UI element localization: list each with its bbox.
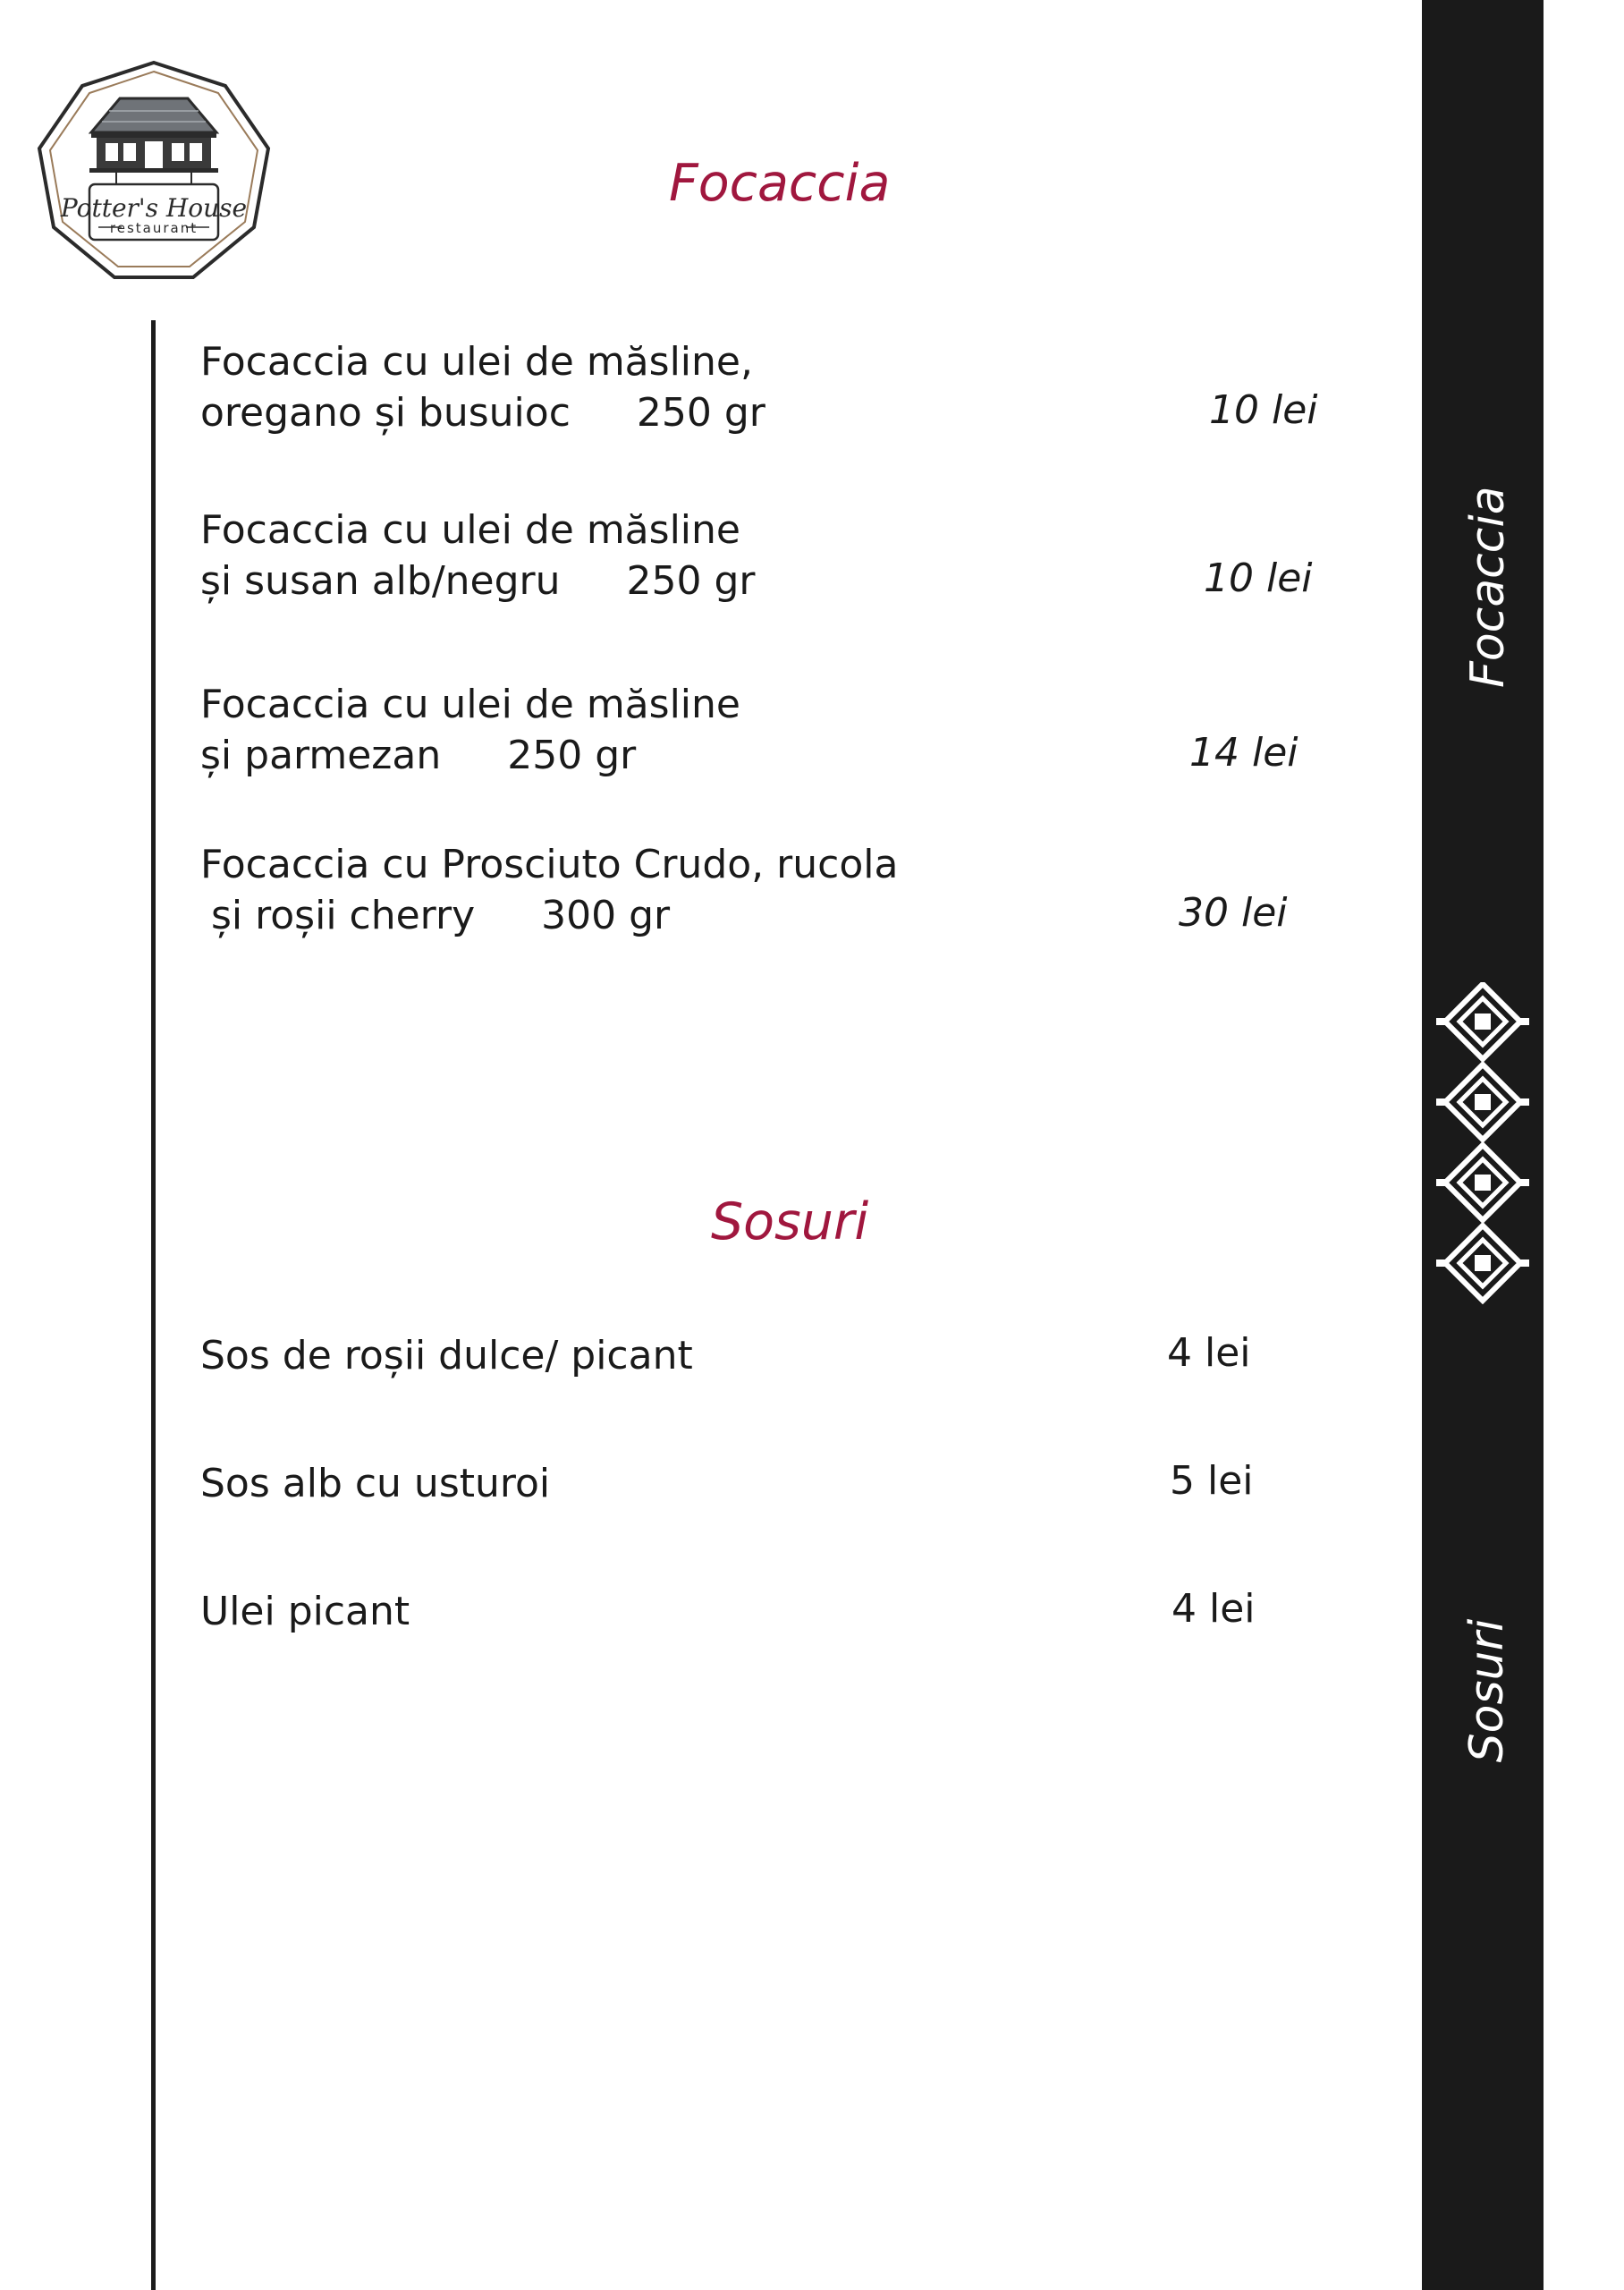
item-line-1: Focaccia cu ulei de măsline, (200, 339, 753, 385)
sidebar-label-focaccia: Focaccia (1461, 486, 1515, 688)
item-weight: 250 gr (507, 733, 637, 778)
item-price: 5 lei (1170, 1458, 1254, 1504)
item-line-1: Focaccia cu Prosciuto Crudo, rucola (200, 842, 899, 887)
menu-item (200, 679, 740, 781)
item-line-1: Focaccia cu ulei de măsline (200, 682, 740, 727)
item-price: 4 lei (1171, 1586, 1256, 1632)
restaurant-logo (34, 59, 274, 283)
item-weight: 250 gr (636, 390, 765, 436)
item-price: 30 lei (1179, 890, 1288, 936)
folk-ornament-icon (1434, 982, 1531, 1304)
menu-item (200, 839, 898, 941)
item-line-2: oregano și busuioc (200, 390, 571, 436)
logo-name: Potter's House (60, 193, 248, 223)
logo-subtitle: restaurant (109, 220, 199, 236)
menu-item: Ulei picant (200, 1589, 410, 1634)
item-line-2: și roșii cherry (211, 893, 476, 938)
section-title-sosuri: Sosuri (711, 1192, 869, 1251)
item-line-2: și susan alb/negru (200, 558, 561, 604)
item-weight: 250 gr (626, 558, 756, 604)
item-price: 10 lei (1209, 387, 1318, 433)
item-price: 4 lei (1167, 1330, 1251, 1376)
item-weight: 300 gr (541, 893, 671, 938)
menu-item (200, 336, 765, 438)
item-line-2: și parmezan (200, 733, 442, 778)
menu-item (200, 505, 756, 606)
menu-item: Sos alb cu usturoi (200, 1461, 551, 1506)
item-line-1: Focaccia cu ulei de măsline (200, 507, 740, 553)
item-price: 14 lei (1189, 730, 1298, 776)
menu-item: Sos de roșii dulce/ picant (200, 1333, 693, 1378)
section-title-focaccia: Focaccia (669, 154, 891, 213)
item-price: 10 lei (1204, 556, 1313, 601)
left-vertical-rule (151, 320, 156, 2290)
sidebar-label-sosuri: Sosuri (1460, 1618, 1514, 1763)
